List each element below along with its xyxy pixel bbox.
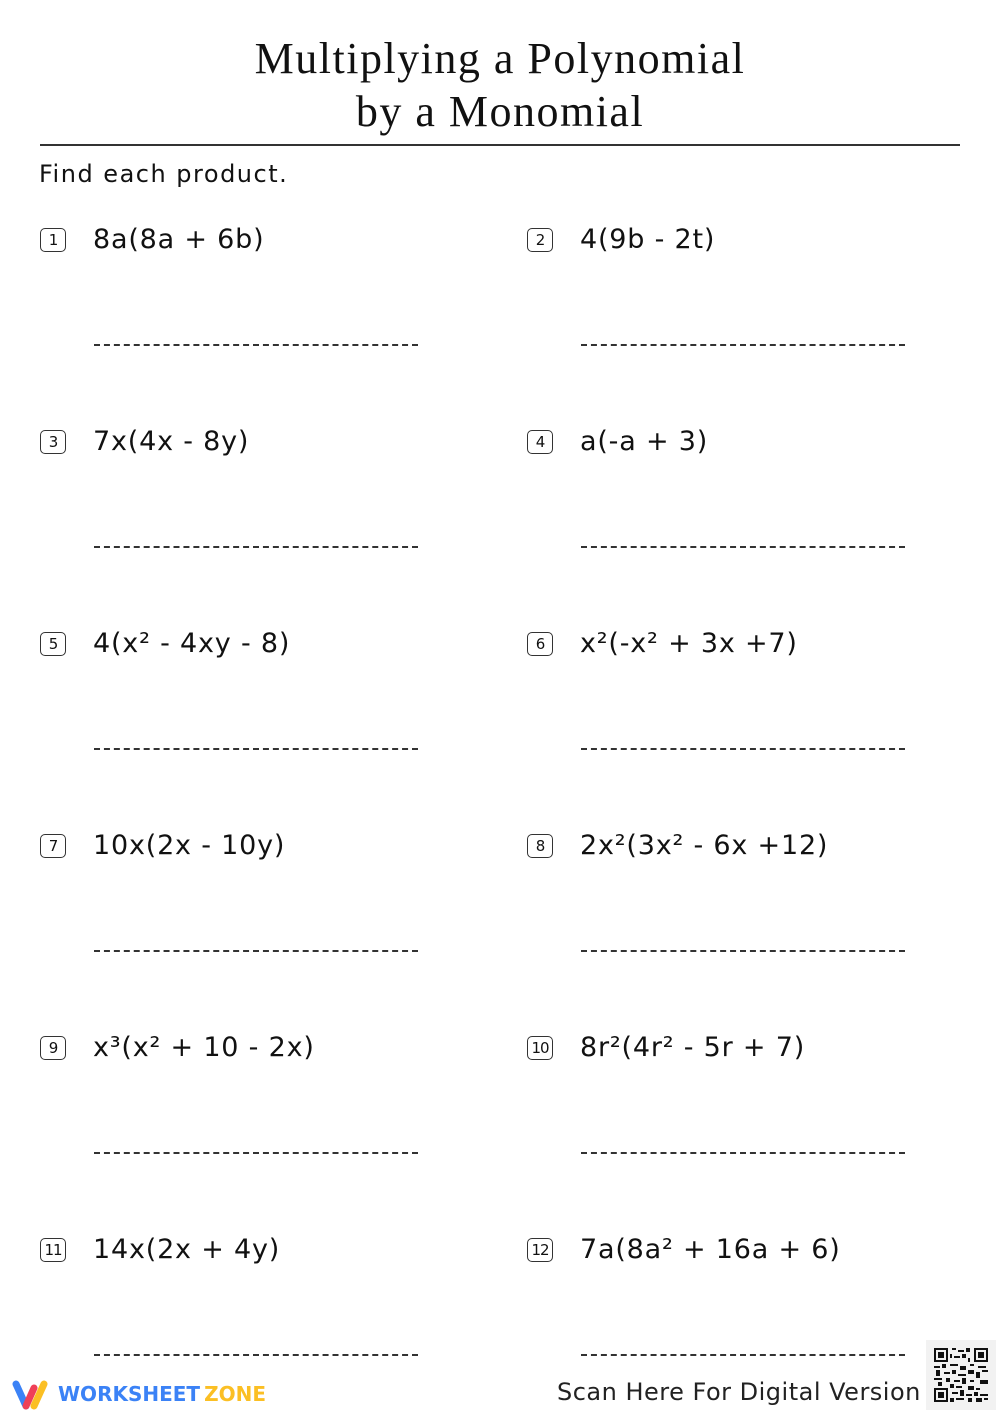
problem-number: 9 <box>40 1036 66 1060</box>
answer-line[interactable] <box>581 1152 905 1154</box>
problem-2 <box>527 218 967 378</box>
problem-number: 5 <box>40 632 66 656</box>
problem-number: 6 <box>527 632 553 656</box>
answer-line[interactable] <box>94 748 418 750</box>
answer-line[interactable] <box>581 546 905 548</box>
problem-12 <box>527 1228 967 1388</box>
problem-expression: 4(x² - 4xy - 8) <box>93 628 291 659</box>
problem-expression: 7a(8a² + 16a + 6) <box>580 1234 841 1265</box>
problem-5 <box>40 622 480 782</box>
problem-number: 11 <box>40 1238 66 1262</box>
problem-expression: 2x²(3x² - 6x +12) <box>580 830 829 861</box>
answer-line[interactable] <box>94 1354 418 1356</box>
title-divider <box>40 144 960 146</box>
brand-name-part-2: ZONE <box>204 1382 266 1406</box>
answer-line[interactable] <box>581 344 905 346</box>
title-line-1: Multiplying a Polynomial <box>254 34 746 83</box>
problem-8 <box>527 824 967 984</box>
problem-number: 3 <box>40 430 66 454</box>
problem-expression: 8a(8a + 6b) <box>93 224 265 255</box>
problem-7 <box>40 824 480 984</box>
problem-expression: 4(9b - 2t) <box>580 224 716 255</box>
problem-number: 12 <box>527 1238 553 1262</box>
problem-number: 8 <box>527 834 553 858</box>
problem-6 <box>527 622 967 782</box>
answer-line[interactable] <box>581 748 905 750</box>
problem-expression: 10x(2x - 10y) <box>93 830 286 861</box>
problem-number: 1 <box>40 228 66 252</box>
problem-9 <box>40 1026 480 1186</box>
problem-expression: 7x(4x - 8y) <box>93 426 250 457</box>
brand-name-part-1: WORKSHEET <box>58 1382 201 1406</box>
problem-1 <box>40 218 480 378</box>
problem-11 <box>40 1228 480 1388</box>
answer-line[interactable] <box>581 1354 905 1356</box>
problem-expression: x³(x² + 10 - 2x) <box>93 1032 315 1063</box>
brand-name <box>58 1382 266 1406</box>
worksheet-title <box>0 32 1000 138</box>
problem-number: 2 <box>527 228 553 252</box>
answer-line[interactable] <box>94 546 418 548</box>
problem-expression: x²(-x² + 3x +7) <box>580 628 798 659</box>
problem-expression: a(-a + 3) <box>580 426 709 457</box>
worksheet-zone-logo-icon <box>10 1376 52 1412</box>
qr-code-icon <box>932 1346 990 1404</box>
problem-number: 7 <box>40 834 66 858</box>
problem-expression: 8r²(4r² - 5r + 7) <box>580 1032 806 1063</box>
answer-line[interactable] <box>94 1152 418 1154</box>
answer-line[interactable] <box>94 950 418 952</box>
problem-expression: 14x(2x + 4y) <box>93 1234 281 1265</box>
problem-number: 4 <box>527 430 553 454</box>
answer-line[interactable] <box>94 344 418 346</box>
problem-3 <box>40 420 480 580</box>
qr-code[interactable] <box>926 1340 996 1410</box>
problem-4 <box>527 420 967 580</box>
scan-instruction: Scan Here For Digital Version <box>557 1378 921 1406</box>
worksheet-zone-logo[interactable] <box>10 1376 266 1412</box>
instructions: Find each product. <box>39 160 289 188</box>
problem-number: 10 <box>527 1036 553 1060</box>
problem-10 <box>527 1026 967 1186</box>
title-line-2: by a Monomial <box>355 87 645 136</box>
answer-line[interactable] <box>581 950 905 952</box>
